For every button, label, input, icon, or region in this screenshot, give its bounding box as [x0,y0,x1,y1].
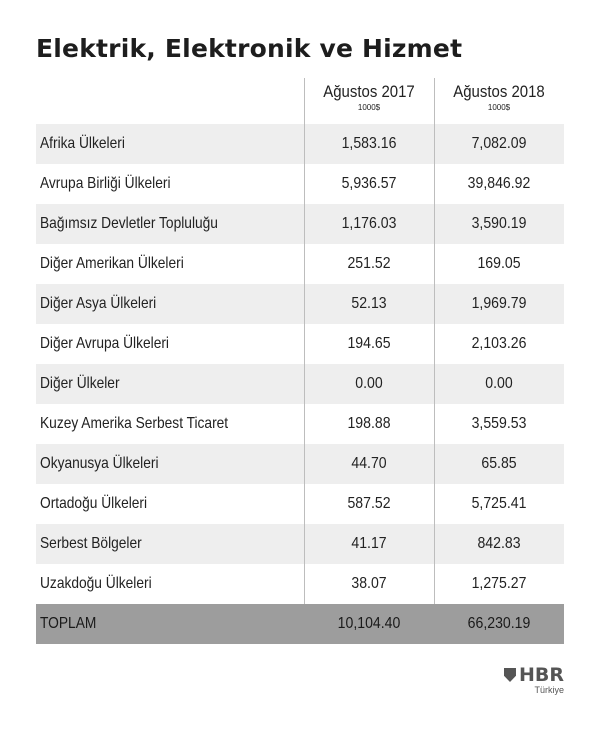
column-divider [304,78,305,604]
logo-brand: HBR [518,664,564,686]
value-2017: 44.70 [351,455,387,472]
row-label: Kuzey Amerika Serbest Ticaret [40,415,229,432]
column-header-2018 [434,82,564,112]
data-table [36,78,564,644]
value-2018: 0.00 [485,375,513,392]
table-row [36,364,564,404]
value-2018: 65.85 [481,455,517,472]
table-body [36,124,564,604]
logo-mark [504,664,564,686]
value-2017: 52.13 [351,295,387,312]
table-row [36,404,564,444]
value-2018: 3,559.53 [471,415,527,432]
value-2018: 1,969.79 [471,295,527,312]
shield-icon [504,668,516,682]
row-label: Serbest Bölgeler [40,535,142,552]
column-divider [434,78,435,604]
column-header-unit: 1000$ [487,103,511,112]
row-label: Uzakdoğu Ülkeleri [40,575,152,592]
logo-sub: Türkiye [534,685,564,695]
value-2017: 587.52 [347,495,391,512]
table-row [36,524,564,564]
value-2017: 0.00 [355,375,383,392]
total-row [36,604,564,644]
value-2017: 5,936.57 [341,175,397,192]
column-header-label: Ağustos 2018 [453,82,545,101]
row-label: Diğer Asya Ülkeleri [40,295,157,312]
row-label: Ortadoğu Ülkeleri [40,495,148,512]
table-row [36,444,564,484]
column-header-unit: 1000$ [357,103,381,112]
table-row [36,484,564,524]
table-row [36,164,564,204]
table-row [36,204,564,244]
table-row [36,124,564,164]
value-2018: 2,103.26 [471,335,527,352]
value-2017: 38.07 [351,575,387,592]
column-header-2017 [304,82,434,112]
table-row [36,284,564,324]
value-2017: 194.65 [347,335,391,352]
row-label: Diğer Amerikan Ülkeleri [40,255,184,272]
value-2018: 1,275.27 [471,575,527,592]
row-label: Bağımsız Devletler Topluluğu [40,215,218,232]
chart-title: Elektrik, Elektronik ve Hizmet [36,34,463,63]
table-row [36,244,564,284]
row-label: Afrika Ülkeleri [40,135,125,152]
value-2017: 198.88 [347,415,391,432]
value-2018: 7,082.09 [471,135,527,152]
value-2018: 39,846.92 [467,175,531,192]
value-2018: 169.05 [477,255,521,272]
row-label: Okyanusya Ülkeleri [40,455,159,472]
table-row [36,324,564,364]
value-2017: 1,176.03 [341,215,397,232]
row-label: Diğer Ülkeler [40,375,120,392]
row-label: Avrupa Birliği Ülkeleri [40,175,171,192]
total-label: TOPLAM [40,615,97,632]
value-2018: 3,590.19 [471,215,527,232]
value-2018: 842.83 [477,535,521,552]
table-header [36,78,564,124]
row-label: Diğer Avrupa Ülkeleri [40,335,169,352]
table-row [36,564,564,604]
value-2017: 41.17 [351,535,387,552]
value-2017: 1,583.16 [341,135,397,152]
total-value-2018: 66,230.19 [467,615,531,632]
value-2018: 5,725.41 [471,495,527,512]
hbr-logo [504,664,564,695]
total-value-2017: 10,104.40 [337,615,401,632]
value-2017: 251.52 [347,255,391,272]
column-header-label: Ağustos 2017 [323,82,415,101]
